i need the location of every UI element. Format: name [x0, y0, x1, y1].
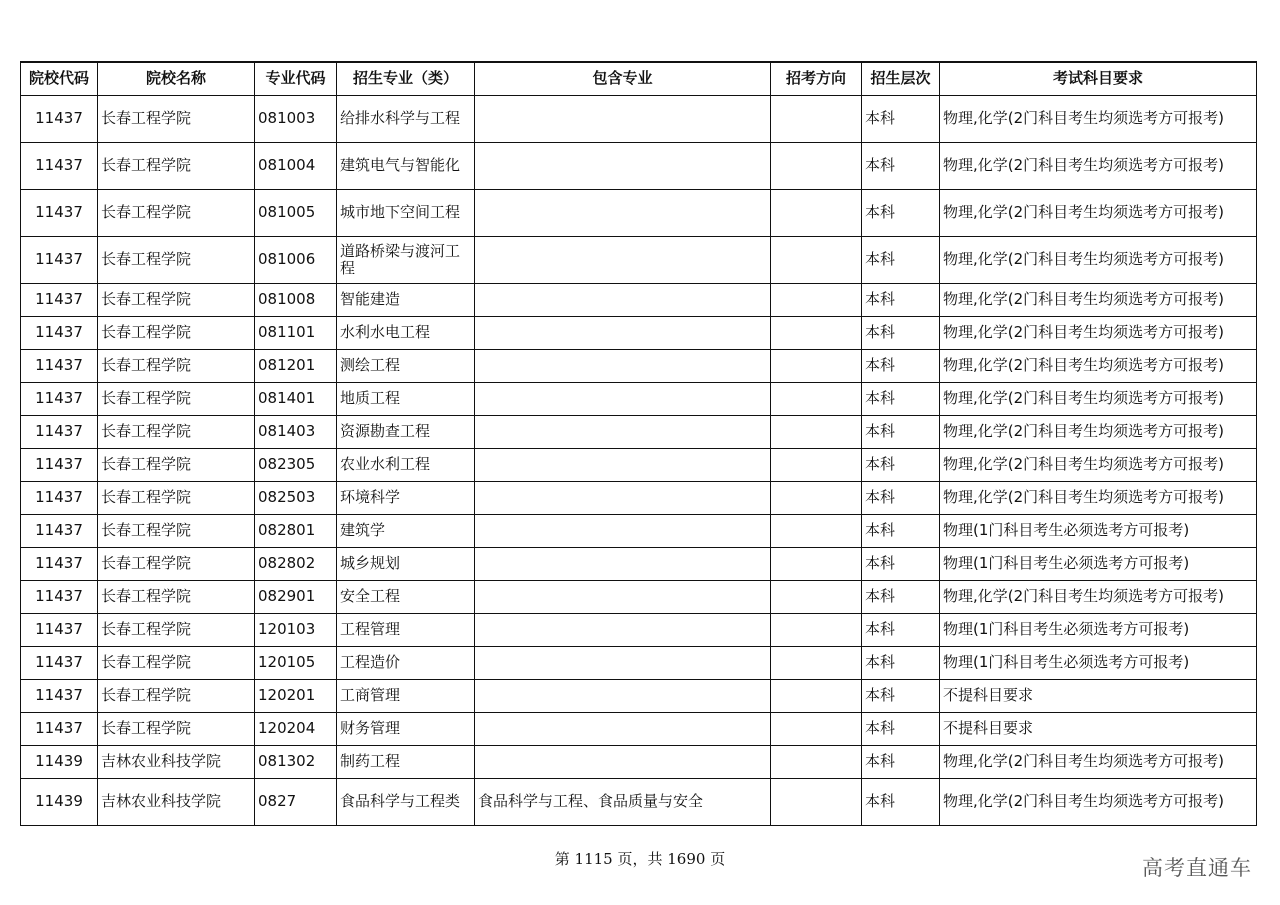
table-row — [21, 415, 1257, 448]
cell-school-code: 11437 — [21, 415, 98, 448]
cell-school-code: 11437 — [21, 481, 98, 514]
cell-school-code: 11437 — [21, 547, 98, 580]
cell-direction — [771, 283, 862, 316]
cell-major-name: 道路桥梁与渡河工程 — [337, 236, 475, 283]
cell-school-name: 长春工程学院 — [98, 95, 255, 142]
cell-level: 本科 — [862, 95, 940, 142]
cell-subject-requirement: 物理,化学(2门科目考生均须选考方可报考) — [940, 580, 1257, 613]
cell-major-name: 给排水科学与工程 — [337, 95, 475, 142]
cell-subject-requirement: 物理(1门科目考生必须选考方可报考) — [940, 613, 1257, 646]
cell-major-name: 城市地下空间工程 — [337, 189, 475, 236]
cell-major-name: 建筑学 — [337, 514, 475, 547]
cell-included-majors — [475, 745, 771, 778]
cell-school-code: 11437 — [21, 514, 98, 547]
cell-level: 本科 — [862, 142, 940, 189]
cell-included-majors — [475, 613, 771, 646]
cell-level: 本科 — [862, 745, 940, 778]
cell-level: 本科 — [862, 382, 940, 415]
table-row — [21, 316, 1257, 349]
cell-level: 本科 — [862, 778, 940, 825]
cell-level: 本科 — [862, 236, 940, 283]
cell-level: 本科 — [862, 349, 940, 382]
cell-school-code: 11437 — [21, 95, 98, 142]
cell-major-code: 081005 — [255, 189, 337, 236]
cell-school-name: 长春工程学院 — [98, 712, 255, 745]
cell-school-name: 长春工程学院 — [98, 481, 255, 514]
cell-included-majors — [475, 580, 771, 613]
cell-school-code: 11437 — [21, 679, 98, 712]
cell-subject-requirement: 物理,化学(2门科目考生均须选考方可报考) — [940, 316, 1257, 349]
cell-subject-requirement: 物理,化学(2门科目考生均须选考方可报考) — [940, 481, 1257, 514]
page-number: 第 1115 页，共 1690 页 — [554, 850, 726, 868]
cell-subject-requirement: 物理(1门科目考生必须选考方可报考) — [940, 646, 1257, 679]
cell-school-code: 11437 — [21, 382, 98, 415]
cell-included-majors — [475, 448, 771, 481]
cell-major-name: 城乡规划 — [337, 547, 475, 580]
cell-level: 本科 — [862, 283, 940, 316]
cell-major-name: 安全工程 — [337, 580, 475, 613]
table-row — [21, 142, 1257, 189]
cell-major-code: 120204 — [255, 712, 337, 745]
cell-major-code: 120105 — [255, 646, 337, 679]
table-row — [21, 189, 1257, 236]
cell-major-code: 081008 — [255, 283, 337, 316]
cell-level: 本科 — [862, 448, 940, 481]
cell-major-code: 081101 — [255, 316, 337, 349]
cell-level: 本科 — [862, 316, 940, 349]
cell-school-code: 11437 — [21, 349, 98, 382]
cell-included-majors: 食品科学与工程、食品质量与安全 — [475, 778, 771, 825]
cell-included-majors — [475, 189, 771, 236]
cell-level: 本科 — [862, 580, 940, 613]
table-row — [21, 448, 1257, 481]
admission-table — [20, 61, 1257, 826]
cell-level: 本科 — [862, 514, 940, 547]
table-row — [21, 236, 1257, 283]
cell-school-name: 长春工程学院 — [98, 283, 255, 316]
cell-major-name: 工程造价 — [337, 646, 475, 679]
cell-school-name: 长春工程学院 — [98, 547, 255, 580]
cell-level: 本科 — [862, 646, 940, 679]
table-row — [21, 712, 1257, 745]
cell-included-majors — [475, 712, 771, 745]
cell-direction — [771, 481, 862, 514]
cell-school-code: 11437 — [21, 712, 98, 745]
cell-direction — [771, 382, 862, 415]
cell-school-name: 长春工程学院 — [98, 382, 255, 415]
cell-school-code: 11437 — [21, 316, 98, 349]
cell-included-majors — [475, 415, 771, 448]
cell-school-name: 长春工程学院 — [98, 189, 255, 236]
cell-school-code: 11437 — [21, 236, 98, 283]
cell-major-name: 测绘工程 — [337, 349, 475, 382]
cell-included-majors — [475, 679, 771, 712]
cell-subject-requirement: 物理,化学(2门科目考生均须选考方可报考) — [940, 382, 1257, 415]
cell-subject-requirement: 不提科目要求 — [940, 679, 1257, 712]
header-direction: 招考方向 — [771, 62, 862, 95]
table-row — [21, 580, 1257, 613]
cell-direction — [771, 613, 862, 646]
cell-major-name: 工商管理 — [337, 679, 475, 712]
cell-included-majors — [475, 283, 771, 316]
table-row — [21, 382, 1257, 415]
cell-major-name: 食品科学与工程类 — [337, 778, 475, 825]
cell-included-majors — [475, 382, 771, 415]
cell-school-name: 长春工程学院 — [98, 613, 255, 646]
table-row — [21, 283, 1257, 316]
table-row — [21, 646, 1257, 679]
cell-included-majors — [475, 481, 771, 514]
cell-direction — [771, 142, 862, 189]
cell-included-majors — [475, 547, 771, 580]
cell-subject-requirement: 物理,化学(2门科目考生均须选考方可报考) — [940, 142, 1257, 189]
cell-school-code: 11439 — [21, 778, 98, 825]
watermark: 高考直通车 — [1142, 856, 1252, 880]
cell-included-majors — [475, 349, 771, 382]
cell-major-code: 120103 — [255, 613, 337, 646]
cell-included-majors — [475, 142, 771, 189]
cell-school-code: 11437 — [21, 580, 98, 613]
cell-major-name: 地质工程 — [337, 382, 475, 415]
cell-school-code: 11437 — [21, 646, 98, 679]
cell-school-code: 11437 — [21, 613, 98, 646]
cell-major-code: 081004 — [255, 142, 337, 189]
cell-subject-requirement: 物理,化学(2门科目考生均须选考方可报考) — [940, 745, 1257, 778]
cell-school-code: 11437 — [21, 189, 98, 236]
cell-major-code: 120201 — [255, 679, 337, 712]
table-row — [21, 778, 1257, 825]
cell-direction — [771, 189, 862, 236]
cell-major-name: 工程管理 — [337, 613, 475, 646]
cell-included-majors — [475, 236, 771, 283]
cell-direction — [771, 415, 862, 448]
cell-subject-requirement: 不提科目要求 — [940, 712, 1257, 745]
cell-major-name: 水利水电工程 — [337, 316, 475, 349]
header-school-name: 院校名称 — [98, 62, 255, 95]
cell-level: 本科 — [862, 712, 940, 745]
cell-major-code: 081006 — [255, 236, 337, 283]
header-included-majors: 包含专业 — [475, 62, 771, 95]
cell-major-name: 环境科学 — [337, 481, 475, 514]
cell-subject-requirement: 物理,化学(2门科目考生均须选考方可报考) — [940, 283, 1257, 316]
header-major-code: 专业代码 — [255, 62, 337, 95]
cell-included-majors — [475, 646, 771, 679]
cell-subject-requirement: 物理(1门科目考生必须选考方可报考) — [940, 514, 1257, 547]
cell-subject-requirement: 物理,化学(2门科目考生均须选考方可报考) — [940, 415, 1257, 448]
cell-major-code: 081003 — [255, 95, 337, 142]
cell-direction — [771, 778, 862, 825]
cell-school-name: 长春工程学院 — [98, 679, 255, 712]
cell-school-name: 长春工程学院 — [98, 514, 255, 547]
cell-level: 本科 — [862, 547, 940, 580]
cell-subject-requirement: 物理,化学(2门科目考生均须选考方可报考) — [940, 95, 1257, 142]
cell-school-name: 长春工程学院 — [98, 142, 255, 189]
cell-level: 本科 — [862, 481, 940, 514]
table-row — [21, 95, 1257, 142]
table-body — [21, 95, 1257, 825]
cell-major-code: 081302 — [255, 745, 337, 778]
cell-major-name: 建筑电气与智能化 — [337, 142, 475, 189]
cell-school-name: 长春工程学院 — [98, 316, 255, 349]
cell-school-code: 11437 — [21, 283, 98, 316]
cell-major-code: 0827 — [255, 778, 337, 825]
cell-school-code: 11439 — [21, 745, 98, 778]
table-row — [21, 679, 1257, 712]
cell-direction — [771, 745, 862, 778]
cell-direction — [771, 712, 862, 745]
cell-major-code: 081201 — [255, 349, 337, 382]
cell-direction — [771, 646, 862, 679]
cell-subject-requirement: 物理,化学(2门科目考生均须选考方可报考) — [940, 778, 1257, 825]
cell-major-code: 082802 — [255, 547, 337, 580]
cell-major-name: 资源勘查工程 — [337, 415, 475, 448]
header-level: 招生层次 — [862, 62, 940, 95]
cell-major-name: 财务管理 — [337, 712, 475, 745]
cell-subject-requirement: 物理(1门科目考生必须选考方可报考) — [940, 547, 1257, 580]
cell-school-name: 长春工程学院 — [98, 349, 255, 382]
cell-direction — [771, 448, 862, 481]
cell-subject-requirement: 物理,化学(2门科目考生均须选考方可报考) — [940, 349, 1257, 382]
cell-major-name: 智能建造 — [337, 283, 475, 316]
table-row — [21, 481, 1257, 514]
cell-level: 本科 — [862, 189, 940, 236]
cell-included-majors — [475, 316, 771, 349]
cell-school-name: 长春工程学院 — [98, 580, 255, 613]
cell-school-name: 吉林农业科技学院 — [98, 745, 255, 778]
cell-school-name: 长春工程学院 — [98, 236, 255, 283]
cell-direction — [771, 349, 862, 382]
table-row — [21, 349, 1257, 382]
cell-school-name: 长春工程学院 — [98, 415, 255, 448]
table-row — [21, 745, 1257, 778]
cell-included-majors — [475, 95, 771, 142]
cell-major-name: 制药工程 — [337, 745, 475, 778]
cell-direction — [771, 547, 862, 580]
cell-subject-requirement: 物理,化学(2门科目考生均须选考方可报考) — [940, 189, 1257, 236]
cell-level: 本科 — [862, 613, 940, 646]
cell-direction — [771, 316, 862, 349]
cell-school-name: 吉林农业科技学院 — [98, 778, 255, 825]
cell-direction — [771, 95, 862, 142]
table-row — [21, 613, 1257, 646]
cell-included-majors — [475, 514, 771, 547]
cell-subject-requirement: 物理,化学(2门科目考生均须选考方可报考) — [940, 448, 1257, 481]
table-row — [21, 514, 1257, 547]
header-school-code: 院校代码 — [21, 62, 98, 95]
cell-subject-requirement: 物理,化学(2门科目考生均须选考方可报考) — [940, 236, 1257, 283]
cell-school-name: 长春工程学院 — [98, 646, 255, 679]
cell-direction — [771, 514, 862, 547]
cell-major-code: 081403 — [255, 415, 337, 448]
cell-school-code: 11437 — [21, 142, 98, 189]
cell-level: 本科 — [862, 679, 940, 712]
header-subject-requirement: 考试科目要求 — [940, 62, 1257, 95]
cell-major-code: 081401 — [255, 382, 337, 415]
cell-direction — [771, 580, 862, 613]
header-row — [21, 62, 1257, 95]
cell-school-name: 长春工程学院 — [98, 448, 255, 481]
cell-direction — [771, 236, 862, 283]
cell-level: 本科 — [862, 415, 940, 448]
table-row — [21, 547, 1257, 580]
cell-major-code: 082801 — [255, 514, 337, 547]
cell-major-code: 082901 — [255, 580, 337, 613]
cell-direction — [771, 679, 862, 712]
cell-major-code: 082305 — [255, 448, 337, 481]
cell-school-code: 11437 — [21, 448, 98, 481]
cell-major-name: 农业水利工程 — [337, 448, 475, 481]
cell-major-code: 082503 — [255, 481, 337, 514]
header-major-name: 招生专业（类） — [337, 62, 475, 95]
